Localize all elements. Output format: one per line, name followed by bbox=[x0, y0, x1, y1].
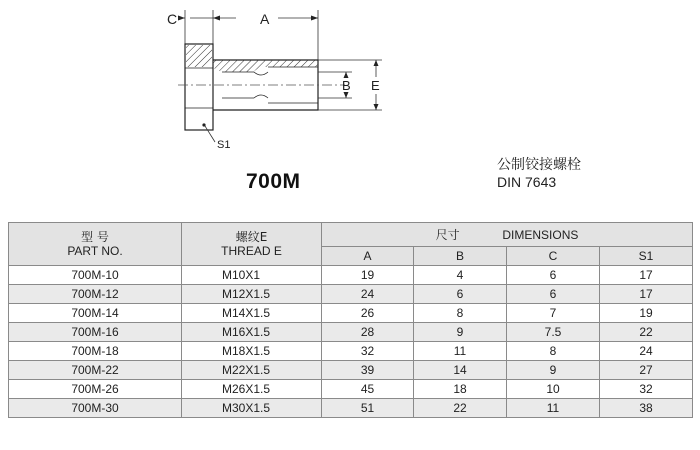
cell-thread: M16X1.5 bbox=[182, 323, 322, 342]
cell-c: 7 bbox=[507, 304, 600, 323]
cell-part-no: 700M-26 bbox=[9, 380, 182, 399]
header-col-b: B bbox=[414, 247, 507, 266]
table-row bbox=[9, 399, 693, 418]
dim-label-s1: S1 bbox=[217, 139, 231, 151]
cell-s1: 27 bbox=[600, 361, 693, 380]
cell-thread: M14X1.5 bbox=[182, 304, 322, 323]
cell-thread: M22X1.5 bbox=[182, 361, 322, 380]
header-thread-cn: 螺纹E bbox=[235, 230, 268, 244]
cell-a: 32 bbox=[322, 342, 414, 361]
cell-part-no: 700M-16 bbox=[9, 323, 182, 342]
table-row bbox=[9, 266, 693, 285]
cell-part-no: 700M-18 bbox=[9, 342, 182, 361]
dim-label-e: E bbox=[371, 78, 380, 93]
cell-s1: 22 bbox=[600, 323, 693, 342]
cell-a: 51 bbox=[322, 399, 414, 418]
cell-part-no: 700M-30 bbox=[9, 399, 182, 418]
cell-b: 11 bbox=[414, 342, 507, 361]
cell-c: 8 bbox=[507, 342, 600, 361]
cell-a: 19 bbox=[322, 266, 414, 285]
cell-thread: M10X1 bbox=[182, 266, 322, 285]
cell-part-no: 700M-10 bbox=[9, 266, 182, 285]
cell-a: 26 bbox=[322, 304, 414, 323]
cell-part-no: 700M-22 bbox=[9, 361, 182, 380]
cell-a: 45 bbox=[322, 380, 414, 399]
cell-c: 6 bbox=[507, 285, 600, 304]
bolt-section bbox=[178, 44, 345, 130]
header-thread-en: THREAD E bbox=[221, 244, 282, 258]
cell-b: 9 bbox=[414, 323, 507, 342]
cell-thread: M12X1.5 bbox=[182, 285, 322, 304]
cell-c: 6 bbox=[507, 266, 600, 285]
header-part-no-en: PART NO. bbox=[67, 244, 123, 258]
cell-s1: 24 bbox=[600, 342, 693, 361]
cell-b: 14 bbox=[414, 361, 507, 380]
cell-s1: 19 bbox=[600, 304, 693, 323]
header-col-s1: S1 bbox=[600, 247, 693, 266]
header-col-c: C bbox=[507, 247, 600, 266]
cell-s1: 17 bbox=[600, 266, 693, 285]
dim-label-c: C bbox=[167, 11, 178, 27]
cell-c: 10 bbox=[507, 380, 600, 399]
cell-b: 4 bbox=[414, 266, 507, 285]
cell-thread: M18X1.5 bbox=[182, 342, 322, 361]
part-title: 700M bbox=[246, 170, 301, 193]
table-row bbox=[9, 285, 693, 304]
header-part-no-cn: 型 号 bbox=[81, 230, 109, 244]
part-standard: DIN 7643 bbox=[497, 174, 557, 190]
cell-b: 22 bbox=[414, 399, 507, 418]
table-row bbox=[9, 323, 693, 342]
table-row bbox=[9, 380, 693, 399]
cell-s1: 32 bbox=[600, 380, 693, 399]
cell-c: 11 bbox=[507, 399, 600, 418]
cell-b: 18 bbox=[414, 380, 507, 399]
table-row bbox=[9, 361, 693, 380]
cell-part-no: 700M-14 bbox=[9, 304, 182, 323]
dim-label-b: B bbox=[342, 78, 351, 93]
dim-label-a: A bbox=[260, 11, 270, 27]
cell-c: 7.5 bbox=[507, 323, 600, 342]
header-dimensions bbox=[322, 223, 693, 247]
cell-thread: M26X1.5 bbox=[182, 380, 322, 399]
header-part-no bbox=[9, 223, 182, 266]
cell-b: 6 bbox=[414, 285, 507, 304]
cell-b: 8 bbox=[414, 304, 507, 323]
dimensions-table bbox=[8, 222, 693, 418]
cell-a: 39 bbox=[322, 361, 414, 380]
cell-a: 28 bbox=[322, 323, 414, 342]
cell-s1: 17 bbox=[600, 285, 693, 304]
table-row bbox=[9, 342, 693, 361]
cell-part-no: 700M-12 bbox=[9, 285, 182, 304]
header-col-a: A bbox=[322, 247, 414, 266]
cell-a: 24 bbox=[322, 285, 414, 304]
bolt-technical-drawing bbox=[0, 0, 700, 215]
header-dimensions-cn: 尺寸 bbox=[435, 228, 460, 242]
part-description-cn: 公制铰接螺栓 bbox=[497, 157, 581, 173]
cell-c: 9 bbox=[507, 361, 600, 380]
header-thread bbox=[182, 223, 322, 266]
table-row bbox=[9, 304, 693, 323]
header-dimensions-en: DIMENSIONS bbox=[502, 228, 579, 242]
cell-s1: 38 bbox=[600, 399, 693, 418]
cell-thread: M30X1.5 bbox=[182, 399, 322, 418]
